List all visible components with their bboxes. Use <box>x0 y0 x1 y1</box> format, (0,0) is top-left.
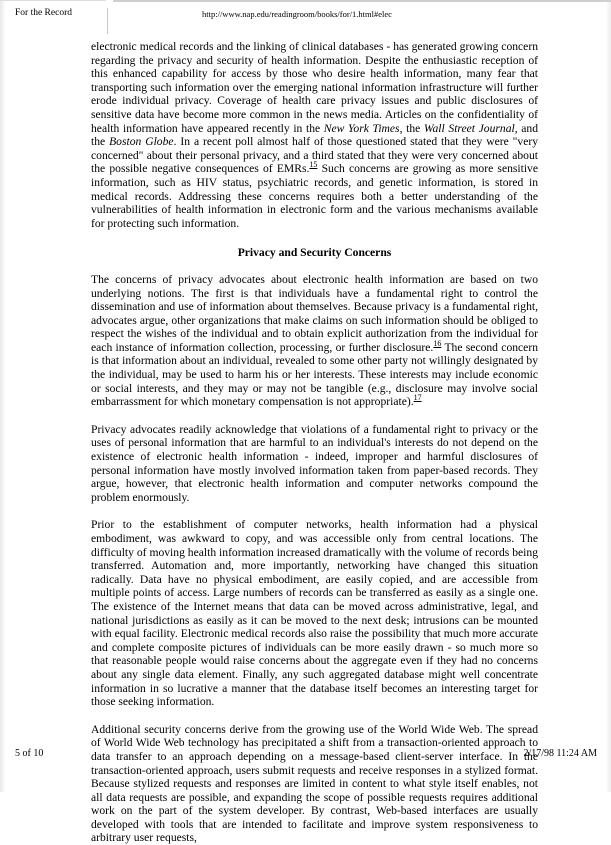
scan-artifact-top <box>113 0 611 2</box>
citation-boston-globe: Boston Globe <box>109 135 174 149</box>
paragraph-world-wide-web-security: Additional security concerns derive from the growing use of the World Wide Web. The spread of World Wide Web technology has precipitated a shift from a transaction-oriented approach to data transfer to an approach depending on a message-based client-server interface. In the transaction-oriented approach, users submit requests and receive responses in a stylized format. Because stylized requests and responses are limited in content to what style itself enables, not all data requests are possible, and expanding the scope of possible requests requires additional work on the part of the system developer. By contrast, Web-based interfaces are usually developed with tools that are intended to facilitate and improve system responsiveness to arbitrary user requests, <box>91 722 538 845</box>
paragraph-text-part: The concerns of privacy advocates about electronic health information are based on two underlying notions. The first is that individuals have a fundamental right to control the dissemination and use of information about themselves. Because privacy is a fundamental right, advocates argue, other organizations that make claims on such information should be obliged to respect the wishes of the individual and to obtain explicit authorization from the individual for each instance of information collection, processing, or further disclosure. <box>91 272 538 354</box>
header-source-url: http://www.nap.edu/readingroom/books/for/1.html#elec <box>202 9 392 19</box>
paragraph-text-part: , the <box>399 121 424 135</box>
citation-wall-street-journal: Wall Street Journal <box>423 121 515 135</box>
paragraph-text-part: electronic medical records and the linking of clinical databases - has generated growing concern regarding the privacy and security of health information. Despite the enthusiastic reception of this enhanced capability for access by those who desire health information, many fear that transporting such information over the emerging national information infrastructure will further erode individual privacy. Coverage of health care privacy issues and public disclosures of sensitive data have become more common in the news media. Articles on the confidentiality of health information have appeared recently in the <box>91 40 538 135</box>
paragraph-privacy-advocates-acknowledge: Privacy advocates readily acknowledge that violations of a fundamental right to privacy or the uses of personal information that are harmful to an individual's interests do not depend on the existence of electronic health information - indeed, improper and harmful disclosures of personal information have mostly involved information taken from paper-based records. They argue, however, that electronic health information and computer networks compound the problem enormously. <box>91 422 538 504</box>
citation-new-york-times: New York Times <box>323 121 400 135</box>
paragraph-two-underlying-notions <box>91 273 538 409</box>
print-timestamp: 2/17/98 11:24 AM <box>523 748 597 759</box>
footnote-marker-16[interactable]: 16 <box>433 339 442 349</box>
page-footer <box>0 748 611 768</box>
page-right-edge-shadow <box>606 0 611 792</box>
page-header <box>0 8 611 30</box>
scan-artifact-top-2 <box>0 0 106 1</box>
paragraph-text-part: , and the <box>91 121 538 149</box>
paragraph-electronic-medical-records <box>91 40 538 230</box>
page-number: 5 of 10 <box>15 748 44 759</box>
paragraph-text-part: . In a recent poll almost half of those questioned stated that they were "very concerned" about their personal privacy, and a third stated that they were very concerned about the possible negative consequences of EMRs. <box>91 135 539 176</box>
paragraph-text-part: The second concern is that information about an individual, revealed to some other party not willingly designated by the individual, may be used to harm his or her interests. These interests may include economic or social interests, and they may or may not be tangible (e.g., disclosure may involve social embarrassment for which monetary compensation is not appropriate). <box>91 340 538 409</box>
header-divider-rule <box>107 8 108 34</box>
section-heading-privacy-and-security-concerns: Privacy and Security Concerns <box>237 246 392 260</box>
page-left-edge-shadow <box>0 0 6 792</box>
header-book-title: For the Record <box>15 8 72 18</box>
footnote-marker-17[interactable]: 17 <box>413 393 422 403</box>
document-body <box>91 40 538 845</box>
footnote-marker-15[interactable]: 15 <box>309 160 318 170</box>
paragraph-prior-to-computer-networks: Prior to the establishment of computer networks, health information had a physical embodiment, was awkward to copy, and was accessible only from central locations. The difficulty of moving health information increased dramatically with the volume of records being transferred. Automation and, more importantly, networking have changed this situation radically. Data have no physical embodiment, are easily copied, and are accessible from multiple points of access. Large numbers of records can be transferred as easily as a single one. The existence of the Internet means that data can be moved across administrative, legal, and national jurisdictions as easily as it can be moved to the next desk; intrusions can be mounted with equal facility. Electronic medical records also raise the possibility that much more accurate and complete composite pictures of individuals can be more easily drawn - so much more so that reasonable people would raise concerns about the aggregate even if they had no concerns about any single data element. Finally, any such aggregated database might well concentrate information in so lucrative a manner that the database itself becomes an interesting target for those seeking information. <box>91 518 538 709</box>
paragraph-text-part: Such concerns are growing as more sensitive information, such as HIV status, psychiatric records, and genetic information, is stored in medical records. Addressing these concerns requires both a better understanding of the vulnerabilities of health information in electronic form and the various mechanisms available for protecting such information. <box>91 162 539 230</box>
